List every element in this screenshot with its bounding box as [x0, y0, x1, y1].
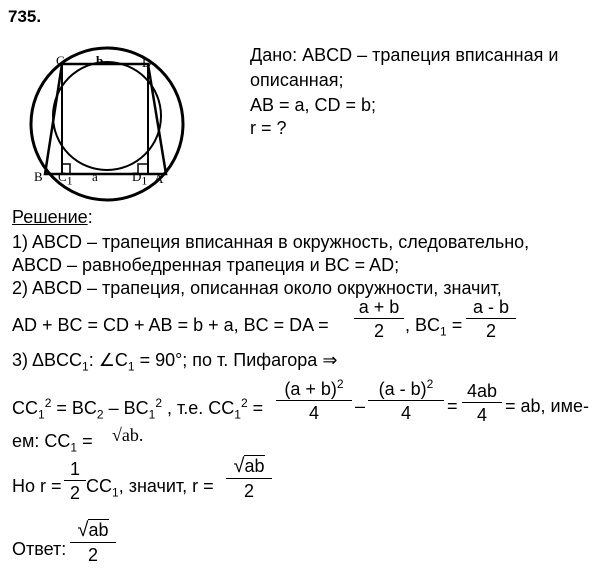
step1-line1: 1) ABCD – трапеция вписанная в окружность, следовательно,	[12, 232, 530, 252]
fraction-sqrt-ab-over-2: √ab 2	[226, 456, 272, 500]
fraction-sum-squared-over-4: $(a + b)^2$ 4	[276, 378, 352, 422]
fraction-one-half: 1 2	[64, 460, 86, 502]
fraction-4ab-over-4: 4ab 4	[462, 382, 502, 424]
given-line-3: AB = a, CD = b;	[250, 95, 377, 115]
step2-line1: 2) ABCD – трапеция, описанная около окружности, значит,	[12, 278, 502, 298]
label-d1: $D_1$	[132, 169, 148, 188]
sqrt-symbol: √	[77, 519, 89, 541]
problem-number: 735.	[8, 7, 42, 26]
inscribed-circle	[53, 62, 161, 170]
r-line-start: Но r =	[12, 476, 62, 496]
bc1-label: , $BC_1$ =	[405, 315, 463, 339]
step1-line2: ABCD – равнобедренная трапеция и BC = AD;	[12, 255, 400, 275]
label-c: C	[56, 53, 65, 68]
sqrt-symbol: √	[233, 455, 245, 477]
sqrt-ab: √ab.	[112, 425, 144, 445]
solution-heading: Решение:	[12, 207, 93, 227]
fraction-a-minus-b-over-2: a - b 2	[466, 298, 516, 340]
sqrt-symbol: √	[112, 425, 122, 445]
fraction-diff-squared-over-4: (a - b)$^2$ 4	[368, 378, 444, 422]
answer-value: √ab 2	[70, 520, 116, 564]
given-line-2: описанная;	[250, 70, 344, 90]
label-a: A	[154, 171, 164, 186]
step2-equation: AD + BC = CD + AB = b + a, BC = DA =	[12, 315, 329, 335]
pythagoras-equation: $CC_1^2 = BC_2 - BC_1^2$ , т.е. $CC_1^2$ =	[12, 396, 264, 422]
step3-line: 3) $\Delta BCC_1$: $\angle C_1 = 90^\circ$; по т. Пифагора ⇒	[12, 350, 338, 374]
given-line-4: r = ?	[250, 118, 287, 138]
label-a-side: a	[92, 169, 98, 184]
minus-sign: –	[355, 396, 366, 416]
label-d: D	[142, 55, 152, 70]
given-line-1: Дано: ABCD – трапеция вписанная и	[250, 45, 559, 65]
answer-label: Ответ:	[12, 539, 67, 559]
equals-sign: =	[447, 396, 458, 416]
r-line-rest: $CC_1$, значит, r =	[86, 476, 214, 500]
cc1-result: ем: $CC_1$ =	[12, 431, 93, 455]
label-b: B	[34, 169, 43, 184]
equals-ab: = ab, име-	[505, 396, 589, 416]
label-b-side: b	[96, 53, 104, 68]
fraction-a-plus-b-over-2: a + b 2	[354, 298, 404, 340]
trapezoid-figure	[24, 44, 200, 204]
label-c1: $C_1$	[58, 169, 73, 188]
